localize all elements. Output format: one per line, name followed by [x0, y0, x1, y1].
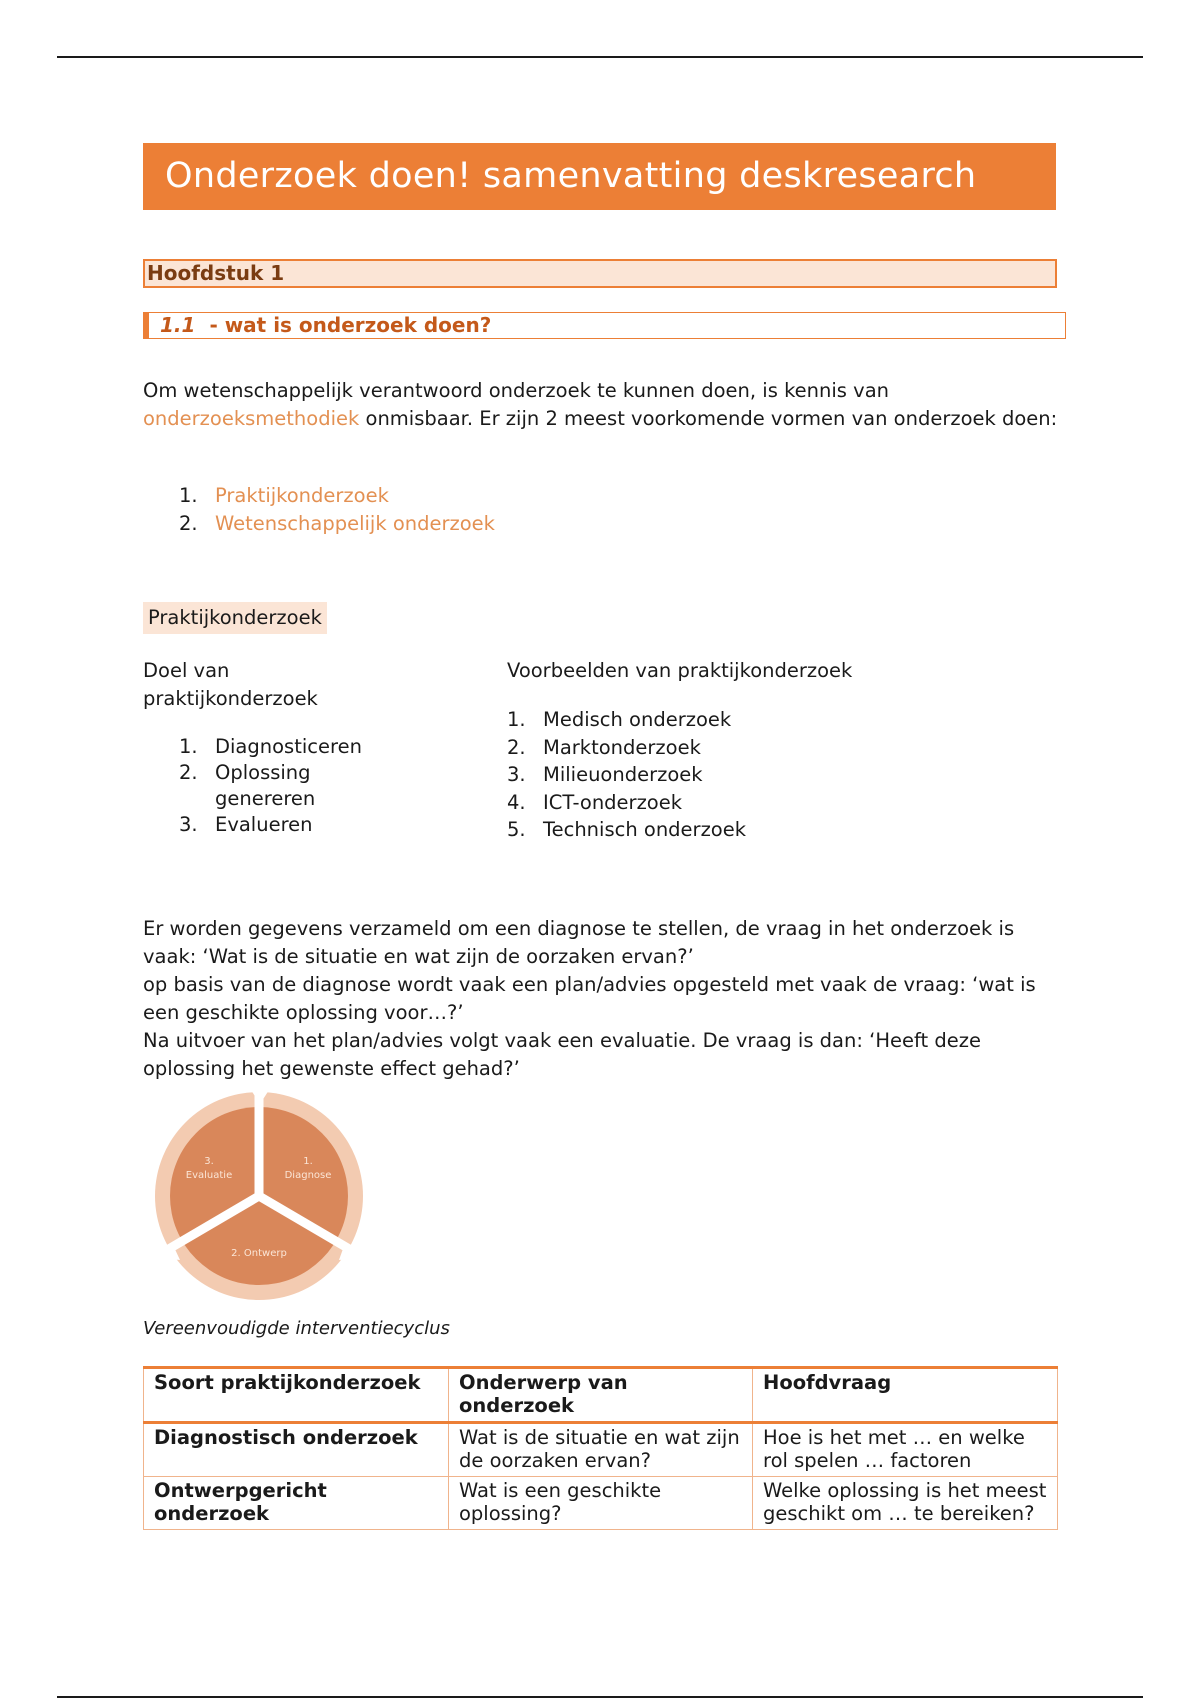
list-item: 5. Technisch onderzoek [507, 818, 747, 841]
intervention-cycle-diagram [143, 1088, 383, 1308]
table-cell: Welke oplossing is het meest geschikt om … te bereiken? [753, 1477, 1058, 1530]
list-item: 3. Evalueren [179, 813, 313, 836]
list-item: 1. Medisch onderzoek [507, 708, 732, 731]
table-cell: Diagnostisch onderzoek [144, 1423, 449, 1477]
section-number: 1.1 [160, 313, 196, 337]
list-item: 2. Wetenschappelijk onderzoek [179, 512, 495, 535]
top-rule [57, 56, 1143, 58]
table-header-row [144, 1368, 1058, 1423]
cycle-label-1: Diagnose [284, 1170, 332, 1181]
list-item: 1. Diagnosticeren [179, 735, 362, 758]
intro-highlight-term: onderzoeksmethodiek [143, 407, 360, 430]
section-heading [143, 312, 1066, 339]
intro-text-1: Om wetenschappelijk verantwoord onderzoek te kunnen doen, is kennis van [143, 379, 890, 402]
chapter-heading: Hoofdstuk 1 [143, 259, 1057, 288]
section-title: - wat is onderzoek doen? [209, 313, 492, 337]
intro-paragraph [143, 377, 1063, 433]
list-item: 3. Milieuonderzoek [507, 763, 703, 786]
cycle-label-3: Evaluatie [185, 1170, 233, 1181]
table-row [144, 1423, 1058, 1477]
table-cell: Wat is de situatie en wat zijn de oorzaken ervan? [449, 1423, 753, 1477]
table-cell: Hoe is het met … en welke rol spelen … factoren [753, 1423, 1058, 1477]
cycle-label-2: 2. Ontwerp [231, 1248, 287, 1259]
table-cell: Wat is een geschikte oplossing? [449, 1477, 753, 1530]
table-row [144, 1477, 1058, 1530]
cycle-label-3-num: 3. [204, 1156, 214, 1167]
table-header-cell: Onderwerp van onderzoek [449, 1368, 753, 1423]
list-item: 1. Praktijkonderzoek [179, 484, 389, 507]
forms-list [179, 482, 495, 538]
cycle-label-1-num: 1. [303, 1156, 313, 1167]
list-item: 4. ICT-onderzoek [507, 790, 683, 814]
list-item: 2. Oplossing genereren [179, 761, 316, 810]
subheading-praktijkonderzoek: Praktijkonderzoek [143, 602, 327, 634]
examples-list [507, 706, 746, 844]
list-item: 2. Marktonderzoek [507, 735, 701, 759]
table-cell: Ontwerpgericht onderzoek [144, 1477, 449, 1530]
diagram-caption: Vereenvoudigde interventiecyclus [143, 1318, 450, 1339]
right-column-title: Voorbeelden van praktijkonderzoek [507, 659, 853, 682]
table-header-cell: Hoofdvraag [753, 1368, 1058, 1423]
intro-text-2: onmisbaar. Er zijn 2 meest voorkomende vormen van onderzoek doen: [359, 407, 1058, 430]
bottom-rule [57, 1696, 1143, 1698]
table-header-cell: Soort praktijkonderzoek [144, 1368, 449, 1423]
goals-list [179, 734, 379, 838]
left-column-title: Doel van praktijkonderzoek [143, 659, 318, 710]
document-title: Onderzoek doen! samenvatting deskresearch [143, 143, 1056, 210]
research-types-table [143, 1366, 1058, 1530]
explanation-paragraph: Er worden gegevens verzameld om een diagnose te stellen, de vraag in het onderzoek is vaak: ‘Wat is de situatie en wat zijn de oorzaken ervan?’ op basis van de diagnose wordt vaak een plan/advies opgesteld met vaak de vraag: ‘wat is een geschikte oplossing voor…?’ Na uitvoer van het plan/advies volgt vaak een evaluatie. De vraag is dan: ‘Heeft deze oplossing het gewenste effect gehad?’ [143, 917, 1036, 1080]
